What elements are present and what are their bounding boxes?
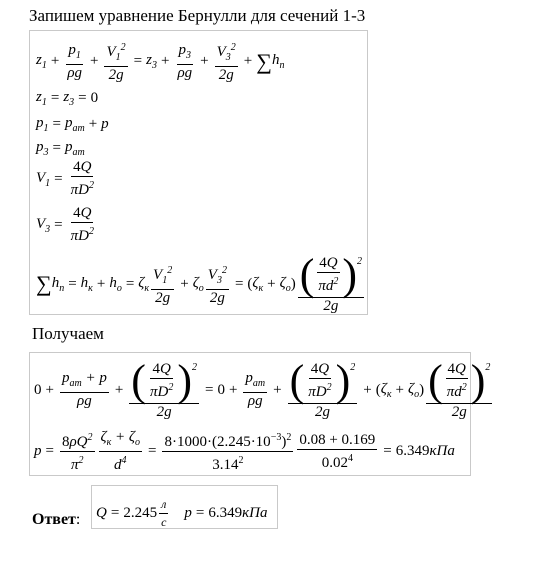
line-v3: $V_3$ = $\frac{4Q}{\pi D^2}$ xyxy=(36,205,94,244)
line-z-equal: $z_1$ = $z_3$ = 0 xyxy=(36,89,99,108)
bernoulli-formula-box xyxy=(29,30,368,315)
answer-formula: Q = 2.245 $\frac{л}{с}$ p = 6.349 кПа xyxy=(96,497,268,529)
line-v1: $V_1$ = $\frac{4Q}{\pi D^2}$ xyxy=(36,159,94,198)
heading-result: Получаем xyxy=(32,324,104,343)
result-pressure: p = $\frac{8\rho Q^2}{\pi^2}$ $\frac{\zeta_к + \zeta_о}{d^4}$ = $\frac{8\cdot 1000\cdot(2.245\cdot 10^{-3})^2}{3.14^2}$ $\frac{0.08 + 0.169}{0.02^4}$ = 6.349 кПа xyxy=(34,429,455,473)
result-formula-box xyxy=(29,352,491,476)
heading-bernoulli: Запишем уравнение Бернулли для сечений 1-3 xyxy=(29,6,366,25)
line-head-loss: ∑ $h_n$ = $h_к$ + $h_о$ = $\zeta_к$ $\frac{V_1^2}{2g}$ + $\zeta_о$ $\frac{V_3^2}{2g}$ = ( $\zeta_к$ + $\zeta_о$ ) ( $\frac{4Q}{\pi d^2}$ ) $^2$ 2g xyxy=(36,250,363,314)
result-equation: 0 + $\frac{p_{am} + p}{\rho g}$ + ( $\frac{4Q}{\pi D^2}$ ) $^2$ 2g = 0 + $\frac{p_{am}}{\rho g}$ + ( $\frac{4Q}{\pi D^2}$ ) $^2$ 2g + ( $\zeta_к$ + $\zeta_о$ ) ( $\frac{4Q}{\pi d^2}$ ) $^2$ 2g xyxy=(34,356,491,420)
line-p1: $p_1$ = $p_{am}$ + p xyxy=(36,115,109,134)
bernoulli-equation: $z_1$ + $\frac{p_1}{\rho g}$ + $\frac{V_1^2}{2g}$ = $z_3$ + $\frac{p_3}{\rho g}$ + $\frac{V_3^2}{2g}$ + ∑ $h_n$ xyxy=(36,39,284,84)
answer-label: Ответ: xyxy=(32,511,81,528)
line-p3: $p_3$ = $p_{am}$ xyxy=(36,139,85,158)
answer-box xyxy=(91,485,278,529)
